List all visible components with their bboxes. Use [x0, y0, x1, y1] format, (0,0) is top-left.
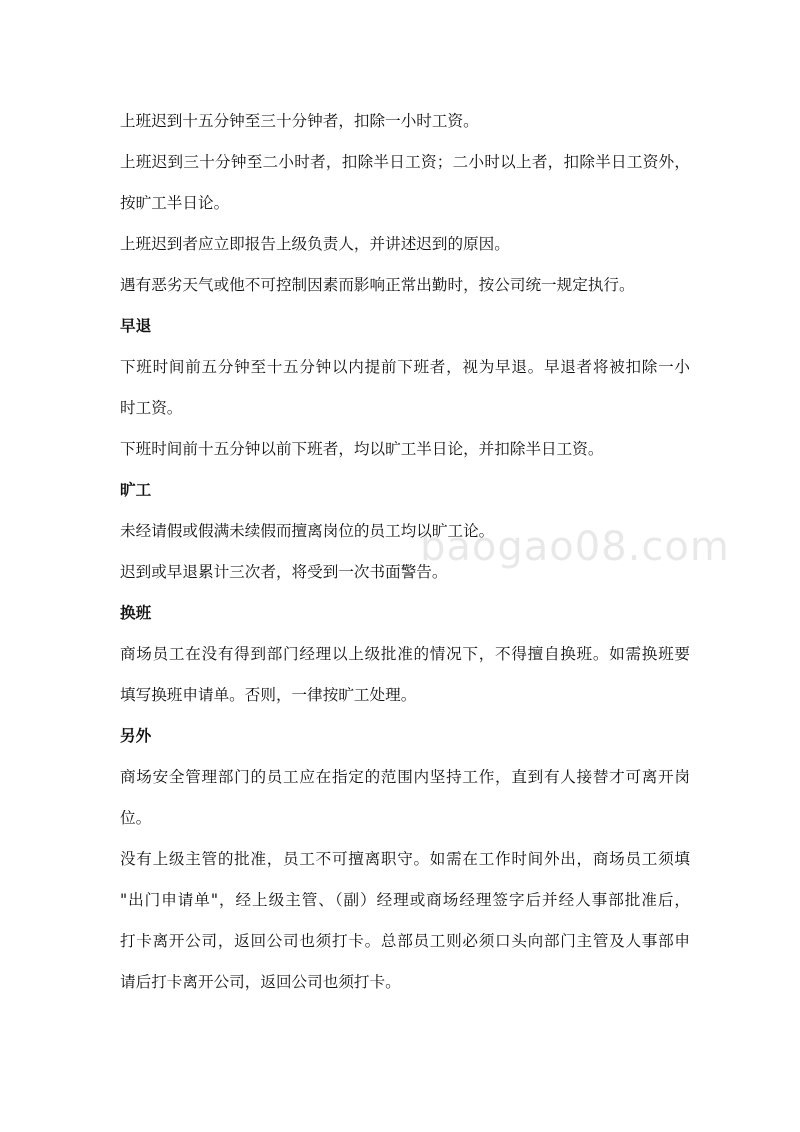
paragraph-line: 填写换班申请单。否则，一律按旷工处理。 [120, 686, 417, 704]
section-heading-additional: 另外 [120, 727, 152, 745]
paragraph-line: 遇有恶劣天气或他不可控制因素而影响正常出勤时，按公司统一规定执行。 [120, 276, 635, 294]
paragraph-line: 下班时间前十五分钟以前下班者，均以旷工半日论，并扣除半日工资。 [120, 440, 604, 458]
section-heading-shift-swap: 换班 [120, 604, 152, 622]
paragraph-line: 按旷工半日论。 [120, 194, 230, 212]
paragraph-line: 上班迟到者应立即报告上级负责人，并讲述迟到的原因。 [120, 235, 510, 253]
paragraph-line: 打卡离开公司，返回公司也须打卡。总部员工则必须口头向部门主管及人事部申 [120, 932, 690, 950]
section-heading-early-leave: 早退 [120, 317, 152, 335]
paragraph-line: 请后打卡离开公司，返回公司也须打卡。 [120, 973, 401, 991]
paragraph-line: 时工资。 [120, 399, 183, 417]
paragraph-line: 位。 [120, 809, 152, 827]
paragraph-line: 上班迟到三十分钟至二小时者，扣除半日工资；二小时以上者，扣除半日工资外， [120, 153, 690, 171]
paragraph-line: "出门申请单"，经上级主管、（副）经理或商场经理签字后并经人事部批准后， [120, 891, 690, 909]
paragraph-line: 商场安全管理部门的员工应在指定的范围内坚持工作，直到有人接替才可离开岗 [120, 768, 690, 786]
section-heading-absence: 旷工 [120, 481, 152, 499]
paragraph-line: 商场员工在没有得到部门经理以上级批准的情况下，不得擅自换班。如需换班要 [120, 645, 690, 663]
paragraph-line: 未经请假或假满未续假而擅离岗位的员工均以旷工论。 [120, 522, 495, 540]
paragraph-line: 迟到或早退累计三次者，将受到一次书面警告。 [120, 563, 448, 581]
document-body [120, 101, 690, 1003]
watermark: baogao08.com [420, 524, 730, 570]
paragraph-line: 没有上级主管的批准，员工不可擅离职守。如需在工作时间外出，商场员工须填 [120, 850, 690, 868]
paragraph-line: 上班迟到十五分钟至三十分钟者，扣除一小时工资。 [120, 112, 479, 130]
paragraph-line: 下班时间前五分钟至十五分钟以内提前下班者，视为早退。早退者将被扣除一小 [120, 358, 690, 376]
